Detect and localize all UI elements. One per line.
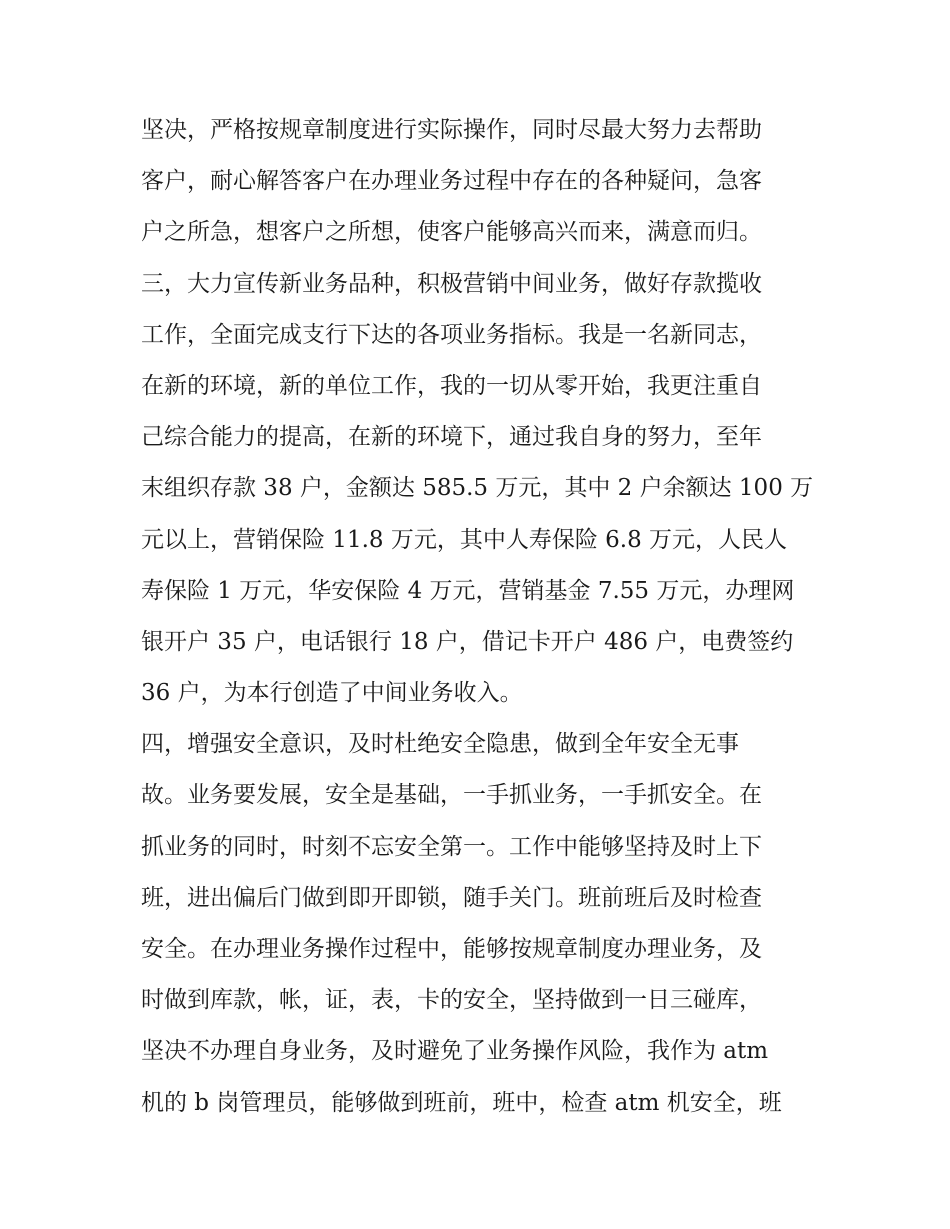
text-line: 四，增强安全意识，及时杜绝安全隐患，做到全年安全无事 bbox=[141, 731, 739, 758]
text-line: 末组织存款 38 户，金额达 585.5 万元，其中 2 户余额达 100 万 bbox=[141, 475, 814, 502]
text-line: 坚决不办理自身业务，及时避免了业务操作风险，我作为 atm bbox=[141, 1038, 769, 1065]
text-line: 工作，全面完成支行下达的各项业务指标。我是一名新同志， bbox=[141, 321, 762, 348]
text-line: 银开户 35 户，电话银行 18 户，借记卡开户 486 户，电费签约 bbox=[141, 628, 794, 655]
body-text bbox=[141, 105, 821, 1129]
text-line: 坚决，严格按规章制度进行实际操作，同时尽最大努力去帮助 bbox=[141, 117, 762, 143]
text-line: 在新的环境，新的单位工作，我的一切从零开始，我更注重自 bbox=[141, 372, 762, 399]
text-line: 故。业务要发展，安全是基础，一手抓业务，一手抓安全。在 bbox=[141, 782, 762, 809]
text-line: 机的 b 岗管理员，能够做到班前，班中，检查 atm 机安全，班 bbox=[141, 1089, 782, 1116]
text-line: 寿保险 1 万元，华安保险 4 万元，营销基金 7.55 万元，办理网 bbox=[141, 577, 795, 604]
text-line: 安全。在办理业务操作过程中，能够按规章制度办理业务，及 bbox=[141, 936, 762, 962]
text-line: 客户，耐心解答客户在办理业务过程中存在的各种疑问，急客 bbox=[141, 168, 762, 195]
text-line: 36 户，为本行创造了中间业务收入。 bbox=[141, 680, 523, 707]
text-line: 户之所急，想客户之所想，使客户能够高兴而来，满意而归。 bbox=[141, 219, 762, 246]
text-line: 己综合能力的提高，在新的环境下，通过我自身的努力，至年 bbox=[141, 424, 762, 451]
text-line: 抓业务的同时，时刻不忘安全第一。工作中能够坚持及时上下 bbox=[141, 833, 762, 860]
text-line: 元以上，营销保险 11.8 万元，其中人寿保险 6.8 万元，人民人 bbox=[141, 526, 788, 553]
text-line: 班，进出偏后门做到即开即锁，随手关门。班前班后及时检查 bbox=[141, 884, 762, 911]
text-line: 时做到库款，帐，证，表，卡的安全，坚持做到一日三碰库， bbox=[141, 987, 762, 1014]
text-line: 三，大力宣传新业务品种，积极营销中间业务，做好存款揽收 bbox=[141, 270, 762, 297]
